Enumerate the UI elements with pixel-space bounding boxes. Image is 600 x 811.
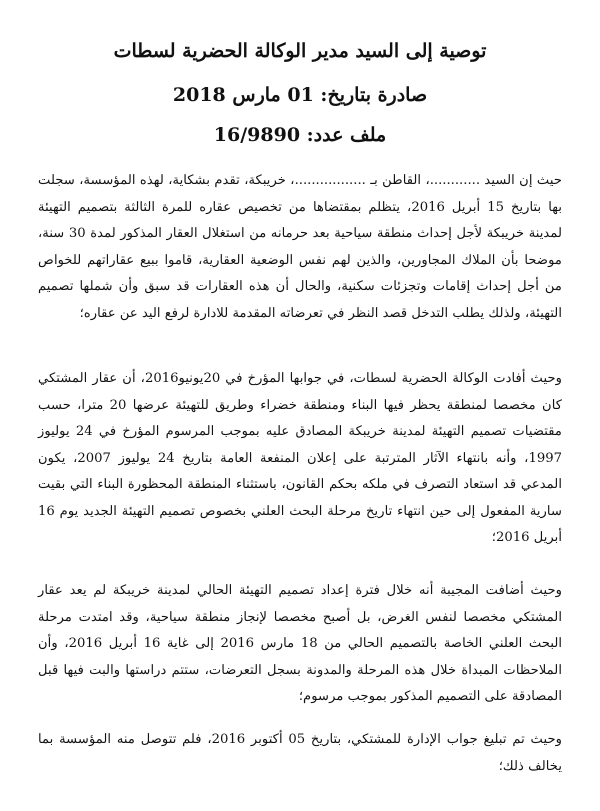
document-title: توصية إلى السيد مدير الوكالة الحضرية لسطات bbox=[113, 40, 487, 62]
paragraph-agency-addition: وحيث أضافت المجيبة أنه خلال فترة إعداد تصميم التهيئة الحالي لمدينة خريبكة لم يعد عقار المشتكي مخصصا لنفس الغرض، بل أصبح مخصصا لإنجاز منطقة سياحية، وقد امتدت مرحلة البحث العلني الخاصة بالتصميم الحالي من 18 مارس 2016 إلى غاية 16 أبريل 2016، وأن الملاحظات المبداة خلال هذه المرحلة والمدونة بسجل التعرضات، ستتم دراستها والبت فيها قبل المصادقة على التصميم المذكور بموجب مرسوم؛ bbox=[38, 583, 563, 704]
issue-date: صادرة بتاريخ: 01 مارس 2018 bbox=[172, 84, 428, 106]
paragraph-complaint: حيث إن السيد ............، القاطن بـ .................، خريبكة، تقدم بشكاية، لهذه المؤسسة، سجلت بها بتاريخ 15 أبريل 2016، يتظلم بمقتضاها من تخصيص عقاره للمرة الثالثة بتصميم التهيئة لمدينة خريبكة لأجل إحداث منطقة سياحية بعد حرمانه من استغلال العقار المذكور لمدة 30 سنة، موضحا بأن الملاك المجاورين، والذين لهم نفس الوضعية العقارية، قاموا ببيع عقاراتهم للخواص من أجل إحداث إقامات وتجزئات سكنية، والحال أن هذه العقارات قد سبق وأن شملها تصميم التهيئة، ولذلك يطلب التدخل قصد النظر في تعرضاته المقدمة للادارة لرفع اليد عن عقاره؛ bbox=[38, 173, 562, 321]
file-number: ملف عدد: 16/9890 bbox=[213, 124, 387, 146]
paragraph-notification: وحيث تم تبليغ جواب الإدارة للمشتكي، بتاريخ 05 أكتوبر 2016، فلم تتوصل منه المؤسسة بما يخالف ذلك؛ bbox=[38, 732, 562, 774]
paragraph-agency-response: وحيث أفادت الوكالة الحضرية لسطات، في جوابها المؤرخ في 20يونيو2016، أن عقار المشتكي كان مخصصا لمنطقة يحظر فيها البناء ومنطقة خضراء وطريق للتهيئة عرضها 20 مترا، حسب مقتضيات تصميم التهيئة لمدينة خريبكة المصادق عليه بموجب المرسوم المؤرخ في 24 يوليوز 1997، وأنه بانتهاء الآثار المترتبة على إعلان المنفعة العامة بتاريخ 24 يوليوز 2007، يكون المدعي قد استعاد التصرف في ملكه بحكم القانون، باستثناء المنطقة المحظورة البناء التي بقيت سارية المفعول إلى حين انتهاء تاريخ مرحلة البحث العلني بخصوص تصميم التهيئة الجديد يوم 16 أبريل 2016؛ bbox=[38, 371, 563, 545]
